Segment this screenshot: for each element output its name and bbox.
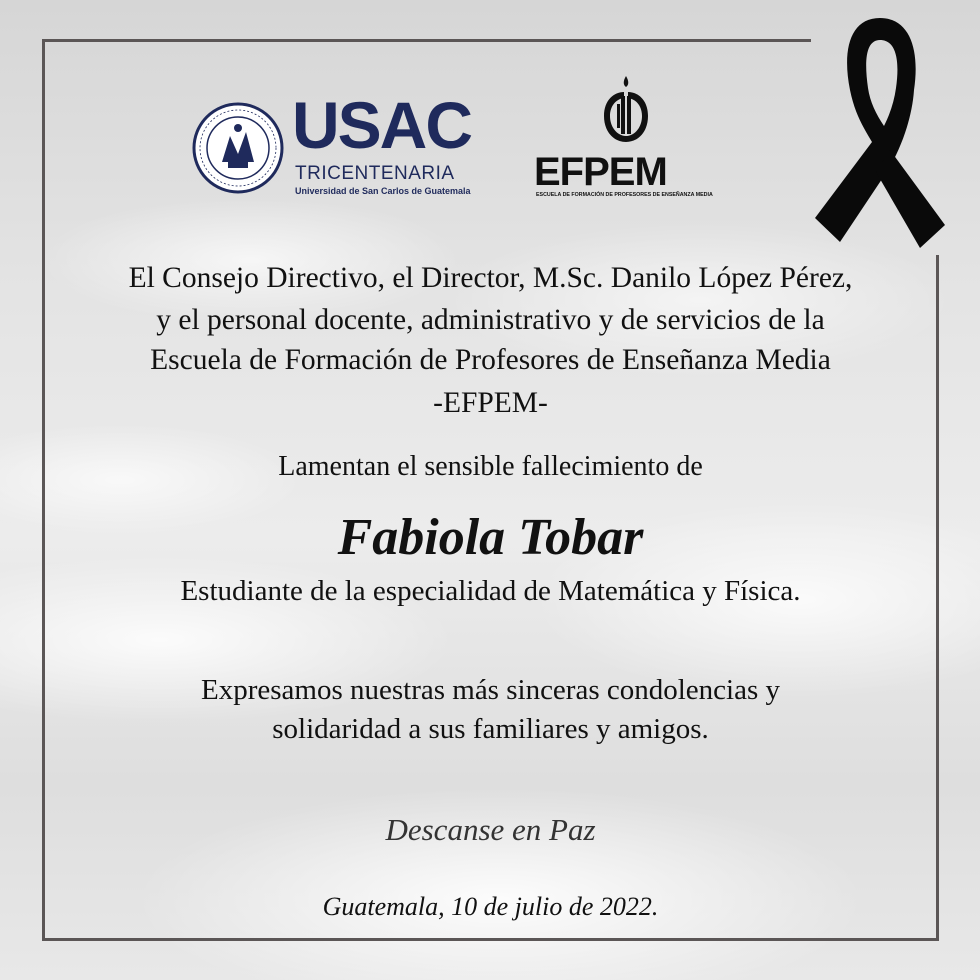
frame-left-border [42, 39, 45, 941]
black-ribbon-icon [810, 10, 950, 250]
deceased-role: Estudiante de la especialidad de Matemática y Física. [180, 575, 801, 607]
frame-right-border [936, 255, 939, 941]
intro-line-3: Escuela de Formación de Profesores de Enseñanza Media [150, 344, 831, 376]
condolence-line-2: solidaridad a sus familiares y amigos. [272, 713, 709, 745]
usac-seal-icon [192, 102, 284, 194]
condolence-line-1: Expresamos nuestras más sinceras condolencias y [200, 674, 781, 706]
efpem-logo-wordmark: EFPEM [534, 150, 667, 194]
usac-university-name: Universidad de San Carlos de Guatemala [295, 186, 471, 196]
frame-bottom-border [42, 938, 939, 941]
efpem-full-name: ESCUELA DE FORMACIÓN DE PROFESORES DE ENSEÑANZA MEDIA [536, 192, 713, 198]
efpem-torch-icon [590, 72, 662, 160]
intro-line-1: El Consejo Directivo, el Director, M.Sc. Danilo López Pérez, [128, 262, 853, 294]
lament-text: Lamentan el sensible fallecimiento de [278, 451, 703, 482]
frame-top-border [42, 39, 811, 42]
intro-line-2: y el personal docente, administrativo y de servicios de la [156, 304, 825, 336]
deceased-name: Fabiola Tobar [337, 509, 644, 566]
intro-line-4: -EFPEM- [433, 387, 548, 419]
usac-tagline: TRICENTENARIA [295, 163, 455, 184]
rest-in-peace: Descanse en Paz [385, 812, 596, 847]
place-date: Guatemala, 10 de julio de 2022. [322, 892, 659, 921]
usac-logo-wordmark: USAC [292, 88, 472, 162]
